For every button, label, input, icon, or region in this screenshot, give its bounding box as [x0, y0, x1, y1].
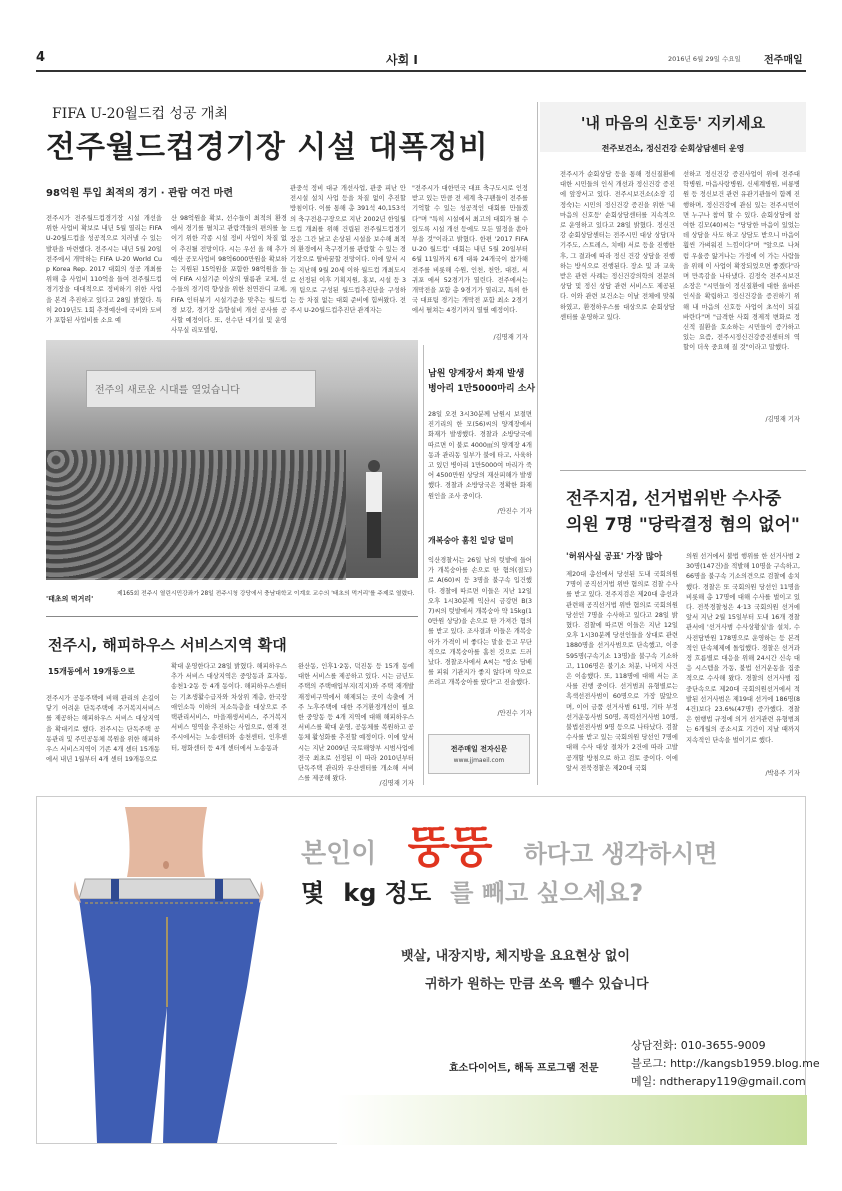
- article1-subhead: 98억원 투입 최적의 경기 · 관람 여건 마련: [46, 188, 233, 199]
- article1-col4: "전주시가 대한민국 대표 축구도시로 인정받고 있는 만큼 전 세계 축구팬들이 전주를 기억할 수 있는 성공적인 대회를 만들겠다"며 "특히 시설에서 최고의 대회가 될 수 있도록 시설 개선 등에도 모든 열정을 쏟아 부을 것"이라고 밝혔다. 한편 '2017 FIFA U-20 월드컵' 대회는 내년 5월 20일부터 6월 11일까지 6개 대륙 24개국이 참가해 전주를 비롯해 수원, 인천, 천안, 대전, 서귀포 에서 52경기가 열린다. 전주에서는 개막전을 포함 총 9경기가 열리고, 특히 한국 대표팀 경기는 개막전 포함 최소 2경기에서 펼쳐는 4경기까지 열릴 예정이다.: [412, 185, 528, 315]
- photo-label: '태초의 먹거리': [46, 595, 94, 603]
- col-rule-2: [537, 102, 538, 785]
- right-mid-headline-1: 전주지검, 선거법위반 수사중: [566, 489, 782, 509]
- ad-line-1: [301, 811, 717, 875]
- issue-date: 2016년 6월 29일 수요일: [668, 55, 741, 63]
- diet-ad: [36, 796, 820, 1144]
- right-mid-col1: 제20대 총선에서 당선된 도내 국회의원 7명이 공직선거법 위반 혐의로 검찰 수사를 받고 있다. 전주지검은 제20대 총선과 관련해 공직선거법 위반 혐의로 국회의원 당선인 7명을 수사하고 있다고 28일 밝혔다. 검찰에 따르면 이들은 지난 12일 오후 1시30분께 당선인들을 상대로 관련 1880명을 선거사범으로 단속했고, 이중 595명(구속기소 13명)을 불구속 기소하고, 1106명은 불기소 처분, 나머지 사건은 이송했다. 또, 118명에 대해 서는 조사를 진행 중이다. 선거범죄 유형별로는 흑색선전사범이 60명으로 가장 많았으며, 이어 금품 선거사범 61명, 기타 부정선거운동사범 50명, 폭력선거사범 10명, 불법선전사범 9명 등으로 나타났다. 검찰 수사를 받고 있는 국회의원 당선인 7명에 대해 수사 대상 절차가 2건에 따라 고발 공개할 방침으로 하고 검토 중이다. 이에 앞서 전북경찰은 제20대 국회: [566, 571, 678, 772]
- article2-col3: 완산동, 인후1·2동, 덕진동 등 15개 동에 대한 서비스를 제공하고 있다. 시는 금년도 주택의 주택매입부지(직지)와 주택 재개발재정비구역에서 해제되는 곳이 속출에 거주 노후주택에 대한 주거환경개선이 필요한 중앙동 등 4개 지역에 대해 해피하우스 서비스를 확대 운영, 공동체를 복원하고 공동체 활성화를 추진할 예정이다. 이에 앞서 시는 지난 2009년 국토해양부 시범사업에 전국 최초로 선정된 이 따라 2010년부터 단독주택 관리와 우산센터를 개소해 서비스를 제공해 왔다.: [298, 663, 414, 783]
- story1-byline: /안진수 기자: [497, 508, 532, 515]
- article1-headline: 전주월드컵경기장 시설 대폭정비: [46, 130, 489, 165]
- ad-line-3: 뱃살, 내장지방, 체지방을 요요현상 없이: [401, 949, 630, 964]
- header-rule: [36, 70, 806, 72]
- article1-col1: 전주시가 전주월드컵경기장 시설 개선을 위한 사업비 확보로 내년 5월 열리는 FIFA U-20월드컵을 성공적으로 치러낼 수 있는 발판을 마련했다. 전주시는 내년 5월 20일 전주에서 개막하는 FIFA U-20 World Cup Korea Rep. 2017 대회의 성공 개최를 위해 총 사업비 110억을 들여 전주월드컵경기장을 대대적으로 정비하기 위한 사업을 본격 추진하고 있다고 28일 밝혔다. 특히 2019년도 1회 추경예산에 국비와 도비가 포함된 사업비를 소요 예: [46, 215, 162, 325]
- story1-body: 28일 오전 3시30분께 남원시 보절면 진기리의 한 모(56)씨의 양계장에서 화재가 발생했다. 경찰과 소방당국에 따르면 이 불로 4000㎡의 양계장 4개동과 관리동 일부가 불에 타고, 사육하고 있던 병아리 1만5000여 마리가 죽어 4500만원 상당의 재산피해가 발생했다. 경찰과 소방당국은 정확한 화재원인을 조사 중이다.: [428, 411, 532, 500]
- article1-byline: /김명재 기자: [493, 334, 528, 341]
- article2-col2: 확대 운영한다고 28일 밝혔다. 해피하우스 추가 서비스 대상지역은 중앙동과 효자동, 송천1·2동 등 4개 동이다. 해피하우스센터는 기초생활수급자와 차상위 계층, 한국장애인소득 이하의 저소득층을 대상으로 주택관리서비스, 마을재생서비스, 주거복지서비스 영역을 추진하는 사업으로, 현재 전주시에서는 노송센터와 송천센터, 인후센터, 평화센터 등 4개 센터에서 노송동과: [171, 663, 287, 752]
- ad-line-2: [301, 873, 643, 908]
- right-mid-col2: 의원 선거에서 불법 행위를 한 선거사범 230명(147건)을 적발해 10명을 구속하고, 66명을 불구속 기소의견으로 검찰에 송치했다. 경찰은 또 국회의원 당선인 11명을 비롯해 총 17명에 대해 수사를 벌이고 있다. 전북경찰청은 4·13 국회의원 선거에 앞서 지난 2월 15일부터 도내 16개 경찰관서에 '선거사범 수사상황실'을 설치, 수사전담반원 178명으로 운영하는 등 본격적인 단속체제에 돌입했다. 경찰은 선거과정 흐름별로 대응을 위해 24시간 신속 대응 시스템을 가동, 불법 선거운동을 집중적으로 수사해 왔다. 경찰의 선거사범 집중단속으로 제20대 국회의원선거에서 적발된 선거사범은 제19대 선거에 186명(84건)보다 23.6%(47명) 증가했다. 경찰은 현행법 규정에 의거 선거관련 유형범죄는 6개월의 공소시효 기간이 지날 때까지 지속적인 단속을 벌이기로 했다.: [686, 553, 800, 744]
- ad-email[interactable]: 메일: ndtherapy119@gmail.com: [631, 1075, 806, 1088]
- ad-program: 효소다이어트, 해독 프로그램 전문: [449, 1063, 599, 1074]
- article2-headline: 전주시, 해피하우스 서비스지역 확대: [48, 636, 287, 654]
- right-top-subhead: 전주보건소, 정신건강 순회상담센터 운영: [601, 144, 745, 153]
- ad-line-1-post: 하다고 생각하시면: [523, 840, 718, 868]
- article2-col1: 전주시가 공동주택에 비해 관리의 손길이 닿기 어려운 단독주택에 주거복지서비스를 제공하는 해피하우스 서비스 대상지역을 확대키로 했다. 전주시는 단독주택 공동관리 및 주민공동체 복원을 위한 해피하우스 서비스지역이 기존 4개 센터 15개동에서 내년 1월부터 4개 센터 19개동으로: [46, 695, 160, 764]
- audience: [46, 450, 346, 580]
- paper-name: 전주매일: [764, 55, 803, 66]
- right-mid-headline-2: 의원 7명 "당락결정 혐의 없어": [566, 515, 800, 535]
- ad-line-1-big: 뚱뚱: [407, 822, 493, 873]
- stage-banner-text: 전주의 새로운 시대를 열었습니다: [95, 385, 240, 396]
- story1-subhead: 병아리 1만5000마리 소사: [428, 384, 536, 394]
- right-mid-top-rule: [560, 470, 806, 471]
- ad-blog[interactable]: 블로그: http://kangsb1959.blog.me: [631, 1057, 820, 1070]
- page-number: 4: [36, 50, 46, 65]
- ad-phone[interactable]: 상담전화: 010-3655-9009: [631, 1039, 766, 1052]
- model-jeans-figure: [55, 807, 287, 1143]
- story2-headline: 개복숭아 훔친 일당 덜미: [428, 536, 514, 545]
- lecture-photo: [46, 340, 418, 578]
- right-top-byline: /김명재 기자: [765, 416, 800, 423]
- article2-subhead: 15개동에서 19개동으로: [48, 667, 135, 676]
- speaker-figure: [364, 460, 384, 560]
- section-name: 사회 I: [386, 53, 418, 67]
- article2-byline: /김명재 기자: [379, 780, 414, 787]
- ad-footer-bar: [337, 1095, 807, 1145]
- story1-headline: 남원 양계장서 화재 발생: [428, 369, 525, 379]
- right-top-col2: 선하고 정신건강 증진사업이 위에 전주대학병원, 마음사랑병원, 신세계병원, 비룡병원 등 정신보건 관련 유관기관들이 함께 진행하며, 정신건강에 관심 있는 전주시민이면 누구나 참여 할 수 있다. 순회상담에 참여한 김모(40)씨는 "당당한 마음이 있었는데 상담을 사도 하고 상담도 받으니 마음이 훨씬 가벼워진 느낌이다"며 "앞으로 나처럼 우울증 앓거나는 가정에 이 가는 사람들을 위해 이 사업이 확장되었으면 좋겠다"라며 만족감을 나타냈다. 김정숙 전주시보건소장은 "시민들이 정신질환에 대한 올바른 인식을 확립하고 정신건강을 증진하기 위해 내 마음의 신호등 사업이 초석이 되길 바란다"며 "급격한 사회 경제적 변화로 정신적 질환을 호소하는 시민들이 증가하고 있는 요즘, 전주시정신건강증진센터의 역할이 더욱 중요해 질 것"이라고 말했다.: [683, 171, 800, 352]
- e-paper-banner[interactable]: [428, 734, 530, 774]
- right-top-headline: '내 마음의 신호등' 지키세요: [580, 114, 766, 132]
- photo-caption: 제165회 전주시 열린시민강좌가 28일 전주시청 강당에서 충남대학교 이계호 교수의 '태초의 먹거리'를 주제로 열렸다.: [117, 591, 415, 597]
- article2-top-rule: [46, 616, 418, 617]
- story2-byline: /안진수 기자: [497, 710, 532, 717]
- article1-col3: 관중석 정비 대규 개선사업, 관중 피난 안전시설 설치 사업 등을 차질 없이 추진할 방침이다. 이를 통해 총 391석 40,153석의 축구전용구장으로 지난 2002년 한일월드컵 개최를 위해 건립된 전주월드컵경기장은 그간 낡고 손상된 시설을 보수해 최적의 환경에서 축구경기를 관람할 수 있는 경기장으로 탈바꿈할 전망이다. 이에 앞서 시는 지난해 9월 20세 이하 월드컵 개최도시로 선정된 이후 기획지원, 홍보, 시설 등 3개 팀으로 구성된 월드컵추진단을 구성하는 등 차질 없는 대회 준비에 힘써왔다. 전주시 U-20월드컵추진단 관계자는: [290, 185, 406, 315]
- ad-line-2-post: 를 빼고 싶으세요?: [450, 879, 644, 907]
- right-mid-subhead: '허위사실 공표' 가장 많아: [566, 552, 663, 562]
- ad-line-2-pre: 몇: [301, 879, 325, 907]
- article1-col2: 산 98억원을 확보, 선수들이 최적의 환경에서 경기를 펼치고 관람객들의 편의를 높이기 위한 각종 시설 정비 사업이 차질 없이 추진될 전망이다. 시는 우선 올 해 추가예산 공모사업비 98억6000만원을 확보하는 지원된 15억원을 포함한 98억원을 들여 FIFA 시설기준 이상의 필름관 교체, 선수들의 경기력 향상을 위한 천연잔디 교체, FIFA 인터뷰기 시설기준을 맞추는 월드컵경 보강, 경기장 음향설비 개선 공사를 공사할 예정이다. 또, 선수단 대기실 및 운영사무실 리모델링,: [171, 215, 287, 335]
- article1-kicker: FIFA U-20월드컵 성공 개최: [52, 106, 228, 122]
- e-paper-name: 전주매일 전자신문: [450, 745, 508, 753]
- right-top-col1: 전주시가 순회상담 등을 통해 정신질환에 대한 시민들의 인식 개선과 정신건강 증진에 앞장서고 있다. 전주시보건소(소장 김정숙)는 시민의 정신건강 증진을 위한 '내 마음의 신호등' 순회상담센터를 지속적으로 운영하고 있다고 28일 밝혔다. 정신건강 순회상담센터는 전주시민 대상 상담(자기주도, 스트레스, 치매) 서로 등을 진행한 후, 그 결과에 따라 정신 건강 상담을 진행하는 방식으로 진행된다. 장소 및 과 교육받은 관련 사례는 정신건강의학의 전문의 상담 및 정신 상담 관련 서비스도 제공된다. 이와 관련 보건소는 이날 전체에 맞춰 하였고, 환경하우스를 대상으로 순회상담센터를 운영하고 있다.: [560, 171, 675, 321]
- page-header: [36, 48, 806, 70]
- ad-line-4: 귀하가 원하는 만큼 쏘옥 뺄수 있습니다: [425, 977, 649, 992]
- col-rule-1: [423, 345, 424, 785]
- ad-line-1-pre: 본인이: [301, 839, 377, 869]
- story2-body: 익산경찰서는 26일 남의 텃밭에 들어가 개복숭아를 손으로 딴 혐의(절도)로 A(60)씨 등 3명을 불구속 입건했다. 경찰에 따르면 이들은 지난 12일 오후 1시30분께 익산시 금강면 B(37)씨의 텃밭에서 개복숭아 약 15kg(10만원 상당)을 손으로 딴 가져간 혐의를 받고 있다. 조사결과 이들은 개복숭아가 가격이 비 좋다는 말을 듣고 무단적으로 개복숭아를 훔친 것으로 드러났다. 경찰조사에서 A씨는 "땅소 담배를 피워 기관지가 좋지 않다며 약으로 쓰려고 개복숭아를 땄다"고 진술했다.: [428, 557, 532, 687]
- ad-line-2-mid: kg 정도: [343, 879, 432, 907]
- right-mid-byline: /박용주 기자: [765, 770, 800, 777]
- stage-banner: [86, 370, 316, 408]
- e-paper-url: www.jjmaeil.com: [453, 757, 505, 764]
